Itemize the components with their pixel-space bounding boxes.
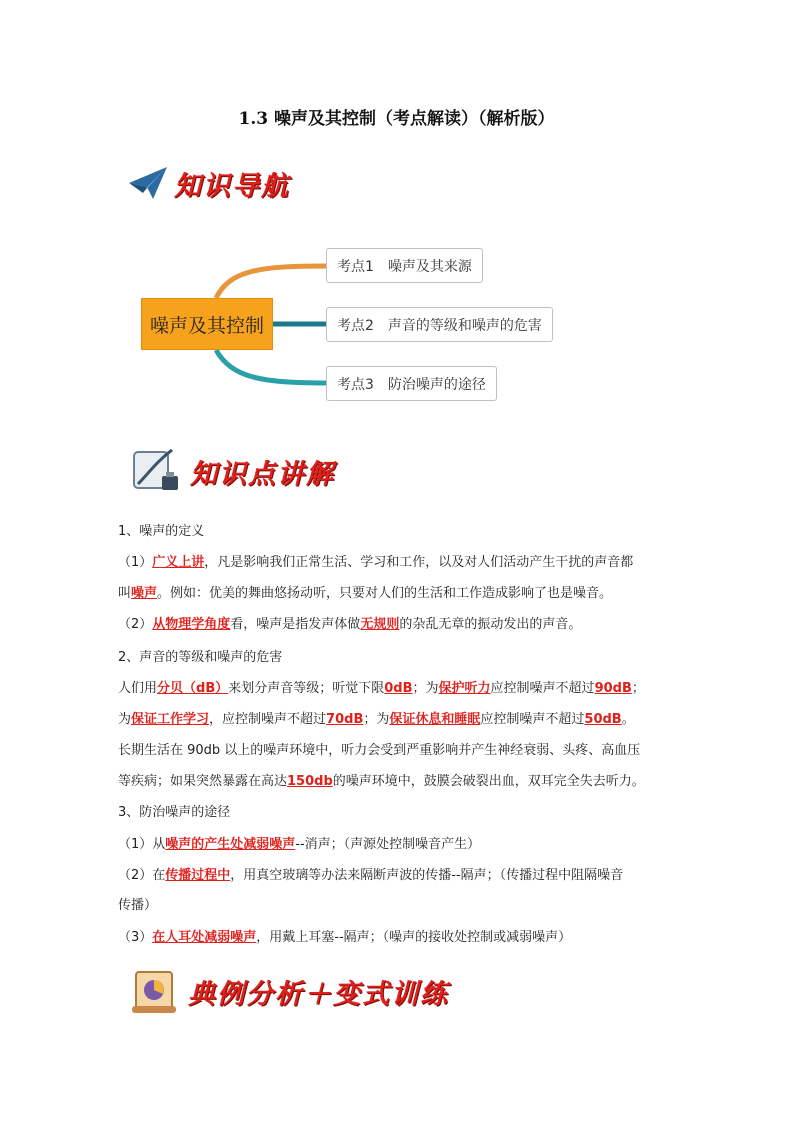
node-label: 考点2	[337, 317, 374, 334]
mindmap-node-1	[326, 248, 483, 283]
key-term: 保证休息和睡眠	[389, 712, 481, 727]
key-term: 150db	[287, 774, 333, 789]
section-3-paragraph-1	[118, 833, 678, 852]
section-3-paragraph-2-cont: 传播）	[118, 898, 158, 913]
node-text: 防治噪声的途径	[387, 376, 486, 393]
key-term: 保证工作学习	[131, 712, 210, 727]
page-title: 1.3 噪声及其控制（考点解读）（解析版）	[238, 109, 555, 129]
text: --消声；（声源处控制噪音产生）	[295, 837, 481, 852]
section-2-line-4	[118, 770, 678, 789]
text: 等疾病；如果突然暴露在高达	[118, 774, 288, 789]
section-1-paragraph-1	[118, 551, 678, 570]
text: （2）	[118, 617, 153, 632]
mindmap-node-2	[326, 307, 553, 342]
text: （1）	[118, 555, 153, 570]
text: ；为	[412, 681, 439, 696]
node-label: 考点3	[337, 376, 374, 393]
section-3-paragraph-3	[118, 926, 678, 945]
text: 来划分声音等级；听觉下限	[228, 681, 385, 696]
node-label: 考点1	[337, 258, 374, 275]
node-text: 噪声及其来源	[387, 258, 472, 275]
text: （1）从	[118, 837, 166, 852]
text: 为	[118, 712, 132, 727]
text: ，用戴上耳塞--隔声；（噪声的接收处控制或减弱噪声）	[256, 930, 572, 945]
key-term: 保护听力	[438, 681, 491, 696]
key-term: 分贝（dB）	[157, 681, 229, 696]
text: 的噪声环境中，鼓膜会破裂出血，双耳完全失去听力。	[332, 774, 645, 789]
text: 应控制噪声不超过	[480, 712, 585, 727]
section-1-paragraph-1-cont	[118, 582, 678, 601]
key-term: 广义上讲	[152, 555, 205, 570]
text: 。例如：优美的舞曲悠扬动听，只要对人们的生活和工作造成影响了也是噪音。	[157, 586, 613, 601]
text: 的杂乱无章的振动发出的声音。	[399, 617, 582, 632]
key-term: 0dB	[384, 681, 413, 696]
mindmap-connectors	[0, 0, 793, 420]
text: （3）	[118, 930, 153, 945]
quill-ink-icon	[128, 444, 184, 494]
text: 看，噪声是指发声体做	[230, 617, 361, 632]
key-term: 50dB	[584, 712, 622, 727]
key-term: 90dB	[594, 681, 632, 696]
branch-line-3	[216, 350, 326, 383]
section-2-line-2	[118, 708, 678, 727]
mindmap-node-3	[326, 366, 497, 401]
section-3-paragraph-2	[118, 864, 678, 883]
key-term: 噪声	[131, 586, 158, 601]
branch-line-1	[216, 266, 326, 298]
banner-examples: 典例分析＋变式训练	[188, 979, 449, 1010]
mindmap-root: 噪声及其控制	[141, 298, 273, 350]
key-term: 70dB	[326, 712, 364, 727]
section-2-heading: 2、声音的等级和噪声的危害	[118, 650, 283, 665]
key-term: 无规则	[360, 617, 400, 632]
node-text: 声音的等级和噪声的危害	[387, 317, 542, 334]
text: ，凡是影响我们正常生活、学习和工作，以及对人们活动产生干扰的声音都	[204, 555, 634, 570]
key-term: 从物理学角度	[152, 617, 231, 632]
text: ，应控制噪声不超过	[209, 712, 327, 727]
text: 叫	[118, 586, 132, 601]
section-1-heading: 1、噪声的定义	[118, 524, 205, 539]
section-1-paragraph-2	[118, 613, 678, 632]
banner-knowledge-nav: 知识导航	[174, 171, 290, 202]
section-2-line-3: 长期生活在 90db 以上的噪声环境中，听力会受到严重影响并产生神经衰弱、头疼、高血压	[118, 743, 641, 758]
text: ；为	[363, 712, 390, 727]
scroll-chart-icon	[128, 966, 182, 1016]
text: 人们用	[118, 681, 158, 696]
text: ；	[631, 681, 645, 696]
banner-knowledge-explain: 知识点讲解	[190, 459, 335, 490]
key-term: 在人耳处减弱噪声	[152, 930, 257, 945]
section-3-heading: 3、防治噪声的途径	[118, 805, 231, 820]
text: （2）在	[118, 868, 166, 883]
key-term: 噪声的产生处减弱噪声	[165, 837, 296, 852]
text: ，用真空玻璃等办法来隔断声波的传播--隔声；（传播过程中阻隔噪音	[230, 868, 624, 883]
section-2-line-1	[118, 677, 678, 696]
key-term: 传播过程中	[165, 868, 231, 883]
text: 。	[621, 712, 635, 727]
text: 应控制噪声不超过	[490, 681, 595, 696]
